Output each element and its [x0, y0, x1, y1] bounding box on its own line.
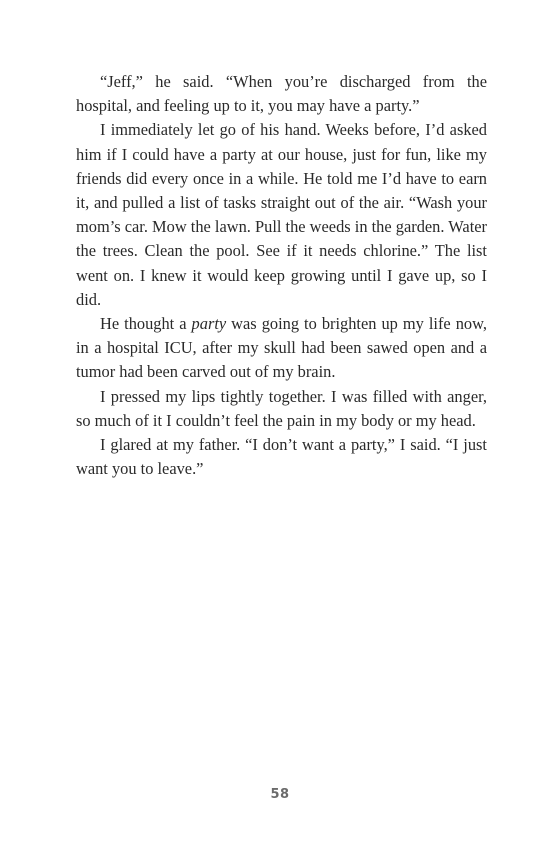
page-body: [76, 70, 487, 481]
paragraph-1: “Jeff,” he said. “When you’re discharged from the hospital, and feeling up to it, you may have a party.”: [76, 72, 487, 116]
emphasis-party: party: [191, 314, 227, 334]
paragraph-3-text-after: was going to brighten up my life now, in a hospital ICU, after my skull had been sawed open and a tumor had been carved out of my brain.: [76, 314, 487, 382]
paragraph-3: [76, 312, 487, 385]
paragraph-5: I glared at my father. “I don’t want a party,” I said. “I just want you to leave.”: [76, 435, 487, 479]
paragraph-3-text-before: He thought a: [100, 314, 192, 334]
page-number: 58: [270, 787, 290, 802]
paragraph-2: I immediately let go of his hand. Weeks before, I’d asked him if I could have a party at our house, just for fun, like my friends did every once in a while. He told me I’d have to earn it, and pulled a list of tasks straight out of the air. “Wash your mom’s car. Mow the lawn. Pull the weeds in the garden. Water the trees. Clean the pool. See if it needs chlorine.” The list went on. I knew it would keep growing until I gave up, so I did.: [76, 120, 487, 309]
paragraph-4: I pressed my lips tightly together. I was filled with anger, so much of it I couldn’t feel the pain in my body or my head.: [76, 386, 487, 430]
